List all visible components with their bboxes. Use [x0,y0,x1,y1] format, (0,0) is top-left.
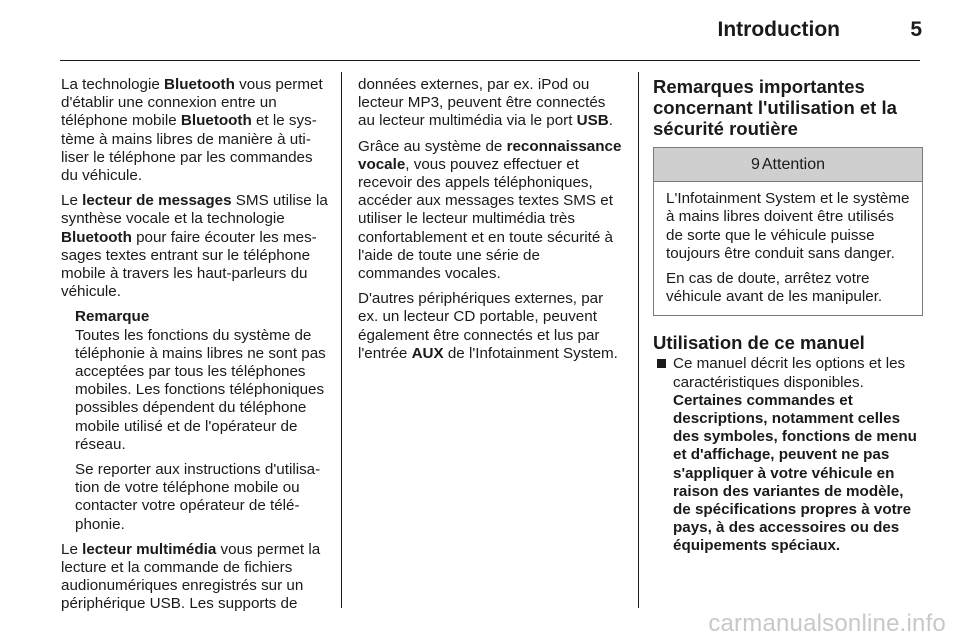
column-middle [358,76,626,370]
note-block [61,308,329,533]
watermark: carmanualsonline.info [708,610,946,637]
column-divider [341,72,342,608]
page-title: Introduction [717,18,840,41]
page-header [0,18,960,48]
attention-title: Attention [761,156,826,173]
header-rule [60,60,920,61]
paragraph-aux: D'autres périphériques externes, par ex. un lecteur CD portable, peuvent également être connectés et lus par l'entrée AUX de l'Infotainment System. [358,290,618,362]
bullet-bold-text: Certaines commandes et descriptions, notamment celles des symboles, fonctions de menu et d'affichage, peuvent ne pas s'appliquer à votre véhicule en raison des variantes de modèle, de spécifications propres à votre pays, à des accessoires ou des équipements spéciaux. [673,391,917,555]
attention-header [654,148,922,182]
column-right [653,76,923,556]
note-text-1: Toutes les fonctions du système de téléphonie à mains libres ne sont pas acceptées par tous les téléphones mobiles. Les fonctions téléphoniques possibles dépendent du téléphone mobile utilisé et de l'opérateur de réseau. [75,326,326,453]
paragraph-media-player: Le lecteur multimédia vous permet la lecture et la commande de fichiers audionumériques enregistrés sur un périphérique USB. Les supports de [61,540,321,613]
bullet-square-icon [657,359,666,368]
note-text-2: Se reporter aux instructions d'utilisation de votre téléphone mobile ou contacter votre opérateur de téléphonie. [75,461,321,533]
paragraph-voice-recognition: Grâce au système de reconnaissance vocale, vous pouvez effectuer et recevoir des appels téléphoniques, accéder aux messages textes SMS et utiliser le lecteur multimédia très confortablement et en toute sécurité à l'aide de toute une série de commandes vocales. [358,137,622,283]
attention-box [653,147,923,316]
section-heading-manual: Utilisation de ce manuel [653,332,865,354]
note-title: Remarque [75,308,150,326]
column-left [61,76,329,621]
attention-text-2: En cas de doute, arrêtez votre véhicule avant de les manipuler. [666,270,883,306]
paragraph-message-reader: Le lecteur de messages SMS utilise la synthèse vocale et la technologie Bluetooth pour faire écouter les messages textes entrant sur le téléphone mobile à travers les haut-parleurs du véhicule. [61,192,328,301]
attention-body [654,182,922,315]
warning-icon: 9 [750,156,760,173]
paragraph-bluetooth: La technologie Bluetooth vous permet d'établir une connexion entre un téléphone mobile Bluetooth et le système à mains libres de manière à utiliser le téléphone par les commandes du véhicule. [61,76,323,185]
attention-text-1: L'Infotainment System et le système à mains libres doivent être utilisés de sorte que le véhicule puisse toujours être conduit sans danger. [666,190,910,262]
bullet-text: Ce manuel décrit les options et les caractéristiques disponibles. [673,355,906,391]
paragraph-usb: données externes, par ex. iPod ou lecteur MP3, peuvent être connectés au lecteur multimédia via le port USB. [358,76,613,130]
column-divider [638,72,639,608]
list-item [653,355,923,555]
section-heading-safety: Remarques importantes concernant l'utilisation et la sécurité routière [653,76,897,139]
page-number: 5 [910,18,922,41]
